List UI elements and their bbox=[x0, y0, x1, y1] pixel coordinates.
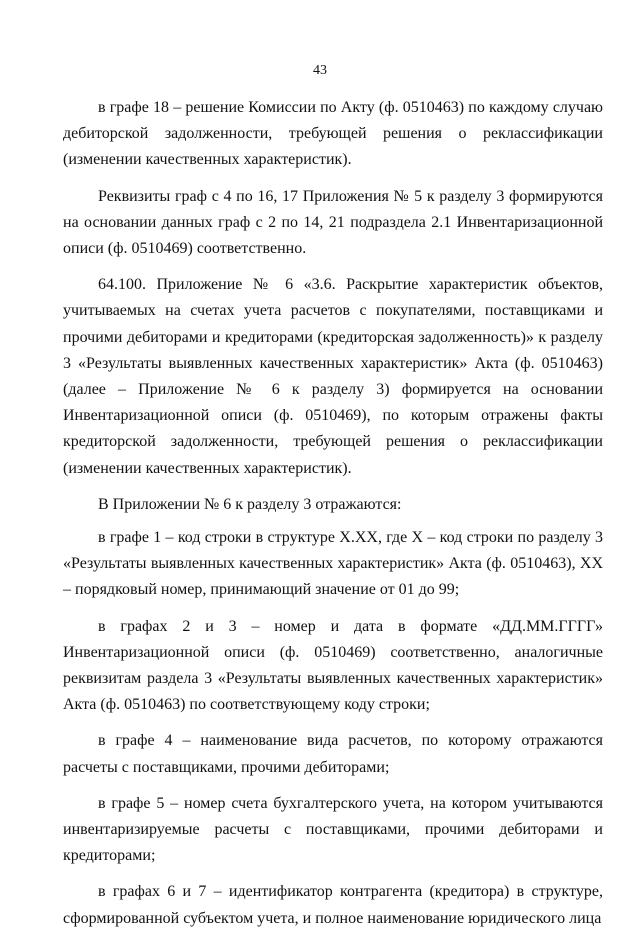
page-number: 43 bbox=[313, 63, 327, 78]
paragraph-graph-1: в графе 1 – код строки в структуре Х.ХХ, где Х – код строки по разделу 3 «Результаты выявленных качественных характеристик» Акта (ф. 0510463), ХХ – порядковый номер, принимающий значение от 01 до 99; bbox=[63, 529, 603, 599]
paragraph-graphs-2-3: в графах 2 и 3 – номер и дата в формате «ДД.ММ.ГГГГ» Инвентаризационной описи (ф. 0510469) соответственно, аналогичные реквизитам раздела 3 «Результаты выявленных качественных характеристик» Акта (ф. 0510463) по соответствующему коду строки; bbox=[63, 617, 603, 714]
paragraph-appendix-6-intro: В Приложении № 6 к разделу 3 отражаются: bbox=[98, 495, 402, 513]
paragraph-graph-18: в графе 18 – решение Комиссии по Акту (ф. 0510463) по каждому случаю дебиторской задолженности, требующей решения о реклассификации (изменении качественных характеристик). bbox=[63, 99, 603, 169]
paragraph-graph-5: в графе 5 – номер счета бухгалтерского учета, на котором учитываются инвентаризируемые расчеты с поставщиками, прочими дебиторами и кредиторами; bbox=[63, 794, 603, 865]
paragraph-requisites: Реквизиты граф с 4 по 16, 17 Приложения № 5 к разделу 3 формируются на основании данных граф с 2 по 14, 21 подраздела 2.1 Инвентаризационной описи (ф. 0510469) соответственно. bbox=[63, 187, 603, 258]
paragraph-graphs-6-7: в графах 6 и 7 – идентификатор контрагента (кредитора) в структуре, сформированной субъектом учета, и полное наименование юридического лица bbox=[63, 883, 603, 927]
paragraph-64-100: 64.100. Приложение № 6 «3.6. Раскрытие характеристик объектов, учитываемых на счетах учета расчетов с покупателями, поставщиками и прочими дебиторами и кредиторами (кредиторская задолженность)» к разделу 3 «Результаты выявленных качественных характеристик» Акта (ф. 0510463) (далее – Приложение № 6 к разделу 3) формируется на основании Инвентаризационной описи (ф. 0510469), по которым отражены факты кредиторской задолженности, требующей решения о реклассификации (изменении качественных характеристик). bbox=[63, 276, 603, 477]
document-body bbox=[63, 95, 603, 942]
paragraph-graph-4: в графе 4 – наименование вида расчетов, по которому отражаются расчеты с поставщиками, прочими дебиторами; bbox=[63, 732, 603, 776]
